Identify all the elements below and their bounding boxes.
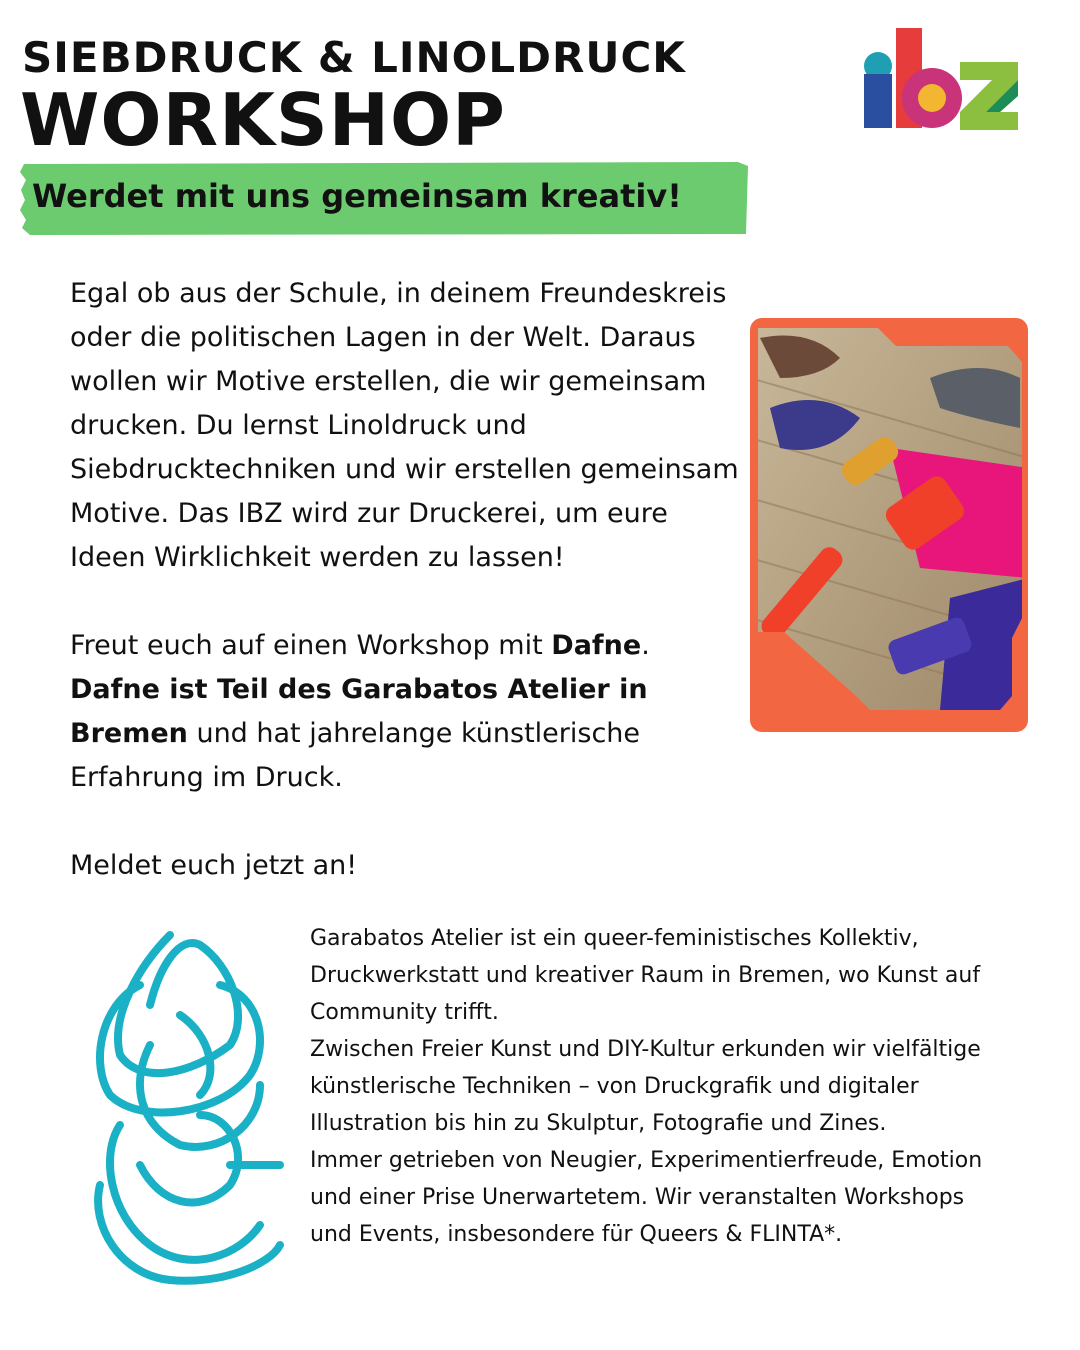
intro-p2-text-2: . [641, 630, 650, 661]
title-line-2: WORKSHOP [20, 78, 506, 162]
intro-p2-bold-1: Dafne [551, 630, 642, 661]
about-line-3: Immer getrieben von Neugier, Experimentierfreude, Emotion und einer Prise Unerwartetem. Wir veranstalten Workshops und Events, insbesondere für Queers & FLINTA*. [310, 1148, 983, 1247]
intro-p2-text-3: und hat jahrelange künstlerische Erfahrung im Druck. [70, 718, 641, 793]
intro-text [70, 272, 740, 888]
ibz-logo-icon [860, 26, 1020, 132]
about-line-1: Garabatos Atelier ist ein queer-feministisches Kollektiv, Druckwerkstatt und kreativer Raum in Bremen, wo Kunst auf Community trifft. [310, 926, 981, 1025]
intro-p2-bold-2: Dafne ist Teil des Garabatos Atelier in Bremen [70, 674, 648, 749]
garabatos-scribble-icon [80, 925, 290, 1295]
intro-paragraph-1: Egal ob aus der Schule, in deinem Freundeskreis oder die politischen Lagen in der Welt. Daraus wollen wir Motive erstellen, die wir gemeinsam drucken. Du lernst Linoldruck und Siebdrucktechniken und wir erstellen gemeinsam Motive. Das IBZ wird zur Druckerei, um eure Ideen Wirklichkeit werden zu lassen! [70, 278, 739, 573]
intro-paragraph-2 [70, 624, 740, 800]
tagline: Werdet mit uns gemeinsam kreativ! [32, 177, 682, 215]
about-line-2: Zwischen Freier Kunst und DIY-Kultur erkunden wir vielfältige künstlerische Techniken – von Druckgrafik und digitaler Illustration bis hin zu Skulptur, Fotografie und Zines. [310, 1037, 981, 1136]
intro-paragraph-3: Meldet euch jetzt an! [70, 850, 358, 881]
tagline-banner [18, 160, 748, 236]
title-line-1: SIEBDRUCK & LINOLDRUCK [22, 33, 686, 82]
intro-p2-text-1: Freut euch auf einen Workshop mit [70, 630, 552, 661]
about-garabatos [310, 920, 1010, 1253]
printing-photo [750, 318, 1028, 732]
printing-roller-photo-icon [750, 318, 1028, 732]
